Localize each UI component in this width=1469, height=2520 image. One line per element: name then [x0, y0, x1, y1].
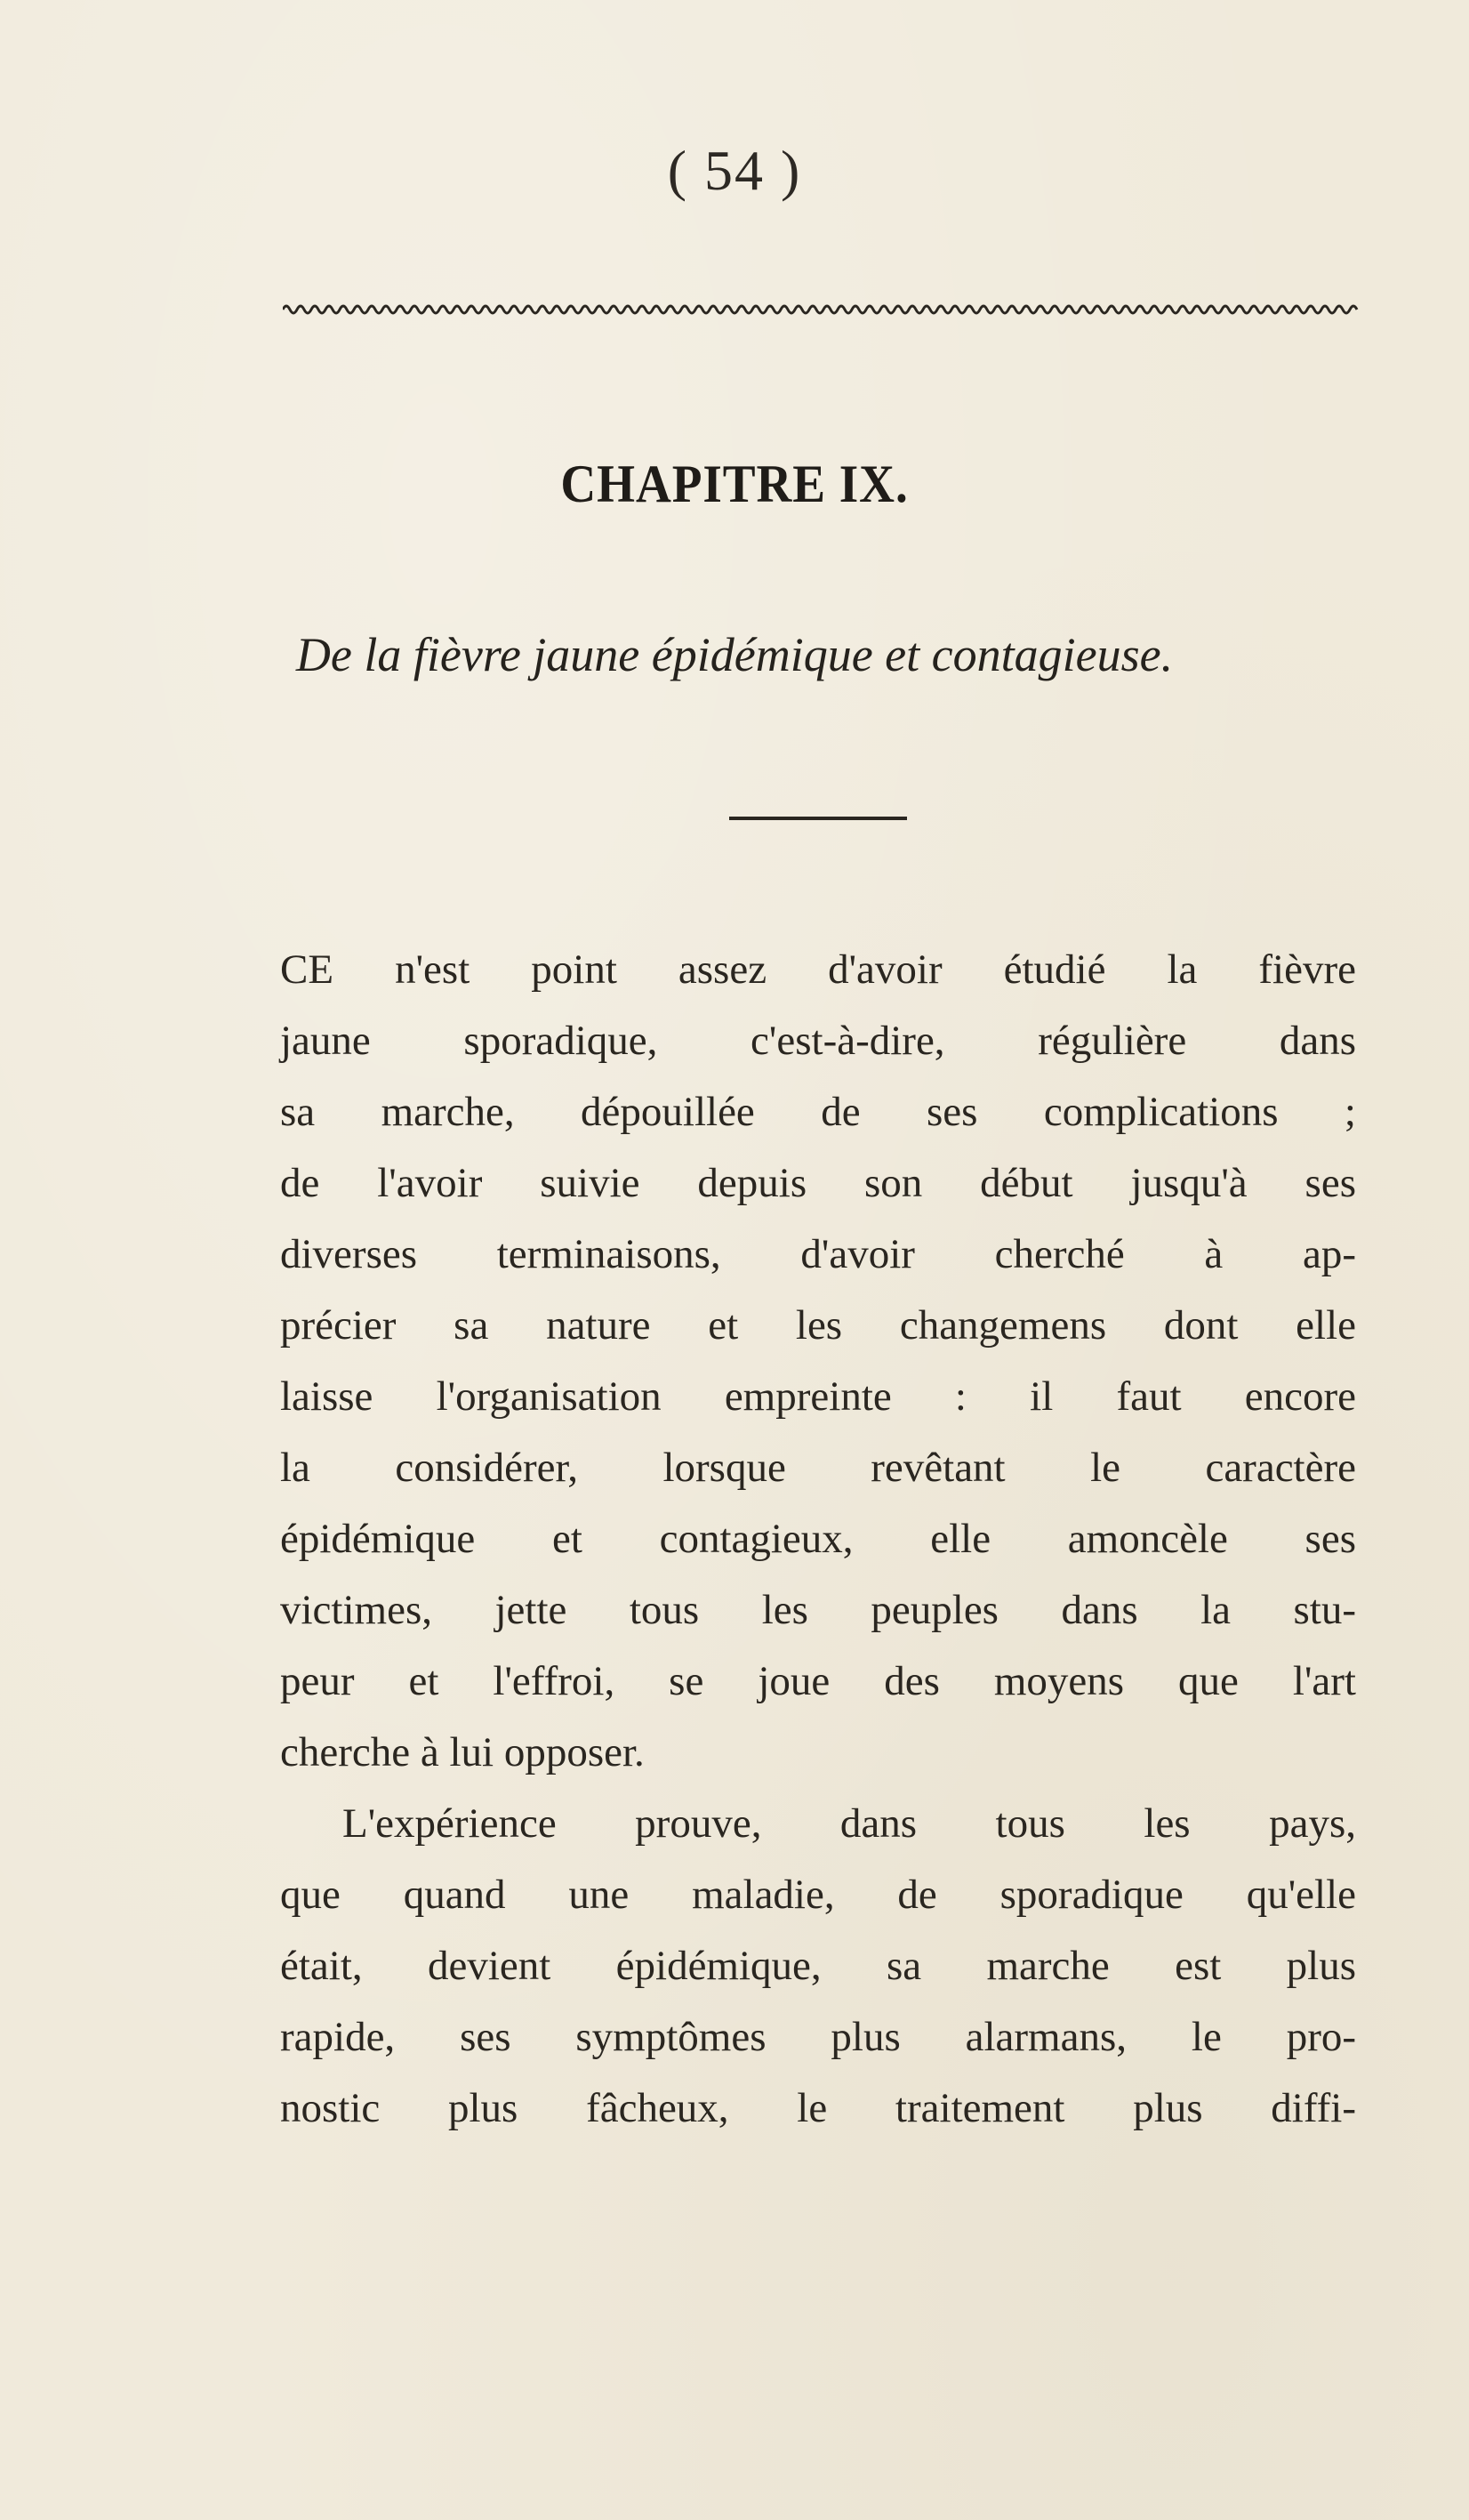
chapter-title: CHAPITRE IX.: [560, 455, 909, 513]
text-line: était, devient épidémique, sa marche est plus: [280, 1943, 1356, 1989]
text-line: peur et l'effroi, se joue des moyens que l'art: [280, 1658, 1356, 1704]
text-line: épidémique et contagieux, elle amoncèle ses: [280, 1516, 1356, 1562]
text-line: sa marche, dépouillée de ses complications ;: [280, 1089, 1356, 1135]
text-line: nostic plus fâcheux, le traitement plus diffi-: [280, 2085, 1356, 2131]
page-number: ( 54 ): [667, 139, 802, 202]
text-line: victimes, jette tous les peuples dans la stu-: [280, 1587, 1356, 1633]
text-line: diverses terminaisons, d'avoir cherché à ap-: [280, 1231, 1356, 1277]
text-line: de l'avoir suivie depuis son début jusqu'à ses: [280, 1160, 1356, 1206]
text-line: précier sa nature et les changemens dont elle: [280, 1302, 1356, 1349]
text-line: la considérer, lorsque revêtant le caractère: [280, 1445, 1356, 1491]
section-divider: [729, 817, 907, 820]
text-line: laisse l'organisation empreinte : il faut encore: [280, 1373, 1356, 1420]
text-line: que quand une maladie, de sporadique qu'elle: [280, 1872, 1356, 1918]
text-line: rapide, ses symptômes plus alarmans, le pro-: [280, 2014, 1356, 2060]
text-line: jaune sporadique, c'est-à-dire, régulière dans: [280, 1018, 1356, 1064]
text-line: cherche à lui opposer.: [280, 1729, 645, 1775]
text-line: L'expérience prouve, dans tous les pays,: [342, 1800, 1356, 1847]
body-text: [280, 934, 1356, 2144]
chapter-subtitle: De la fièvre jaune épidémique et contagieuse.: [295, 628, 1174, 681]
text-line: CE n'est point assez d'avoir étudié la fièvre: [280, 946, 1356, 993]
ornamental-wavy-rule: [283, 302, 1359, 317]
